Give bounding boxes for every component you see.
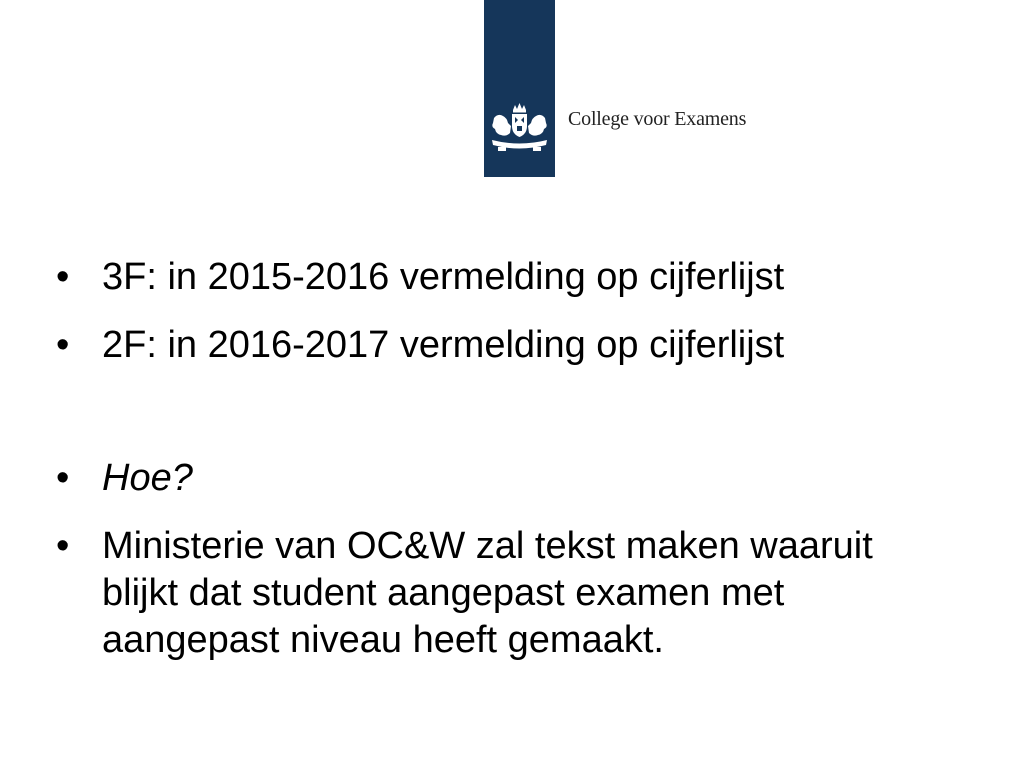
bullet-item-2f [56, 322, 956, 369]
coat-of-arms-icon [484, 100, 555, 162]
bullet-text: Ministerie van OC&W zal tekst maken waaruit blijkt dat student aangepast examen met aangepast niveau heeft gemaakt. [102, 525, 873, 661]
bullet-item-3f [56, 254, 956, 301]
bullet-marker: • [56, 324, 70, 366]
bullet-item-hoe [56, 455, 956, 502]
bullet-text: Hoe? [102, 457, 193, 499]
bullet-list [56, 254, 956, 683]
bullet-marker: • [56, 525, 70, 567]
organization-name: College voor Examens [568, 108, 747, 130]
bullet-item-ministerie [56, 523, 956, 664]
bullet-text: 2F: in 2016-2017 vermelding op cijferlijst [102, 324, 785, 366]
bullet-marker: • [56, 256, 70, 298]
bullet-text: 3F: in 2015-2016 vermelding op cijferlijst [102, 256, 785, 298]
bullet-marker: • [56, 457, 70, 499]
logo-bar [484, 0, 555, 177]
